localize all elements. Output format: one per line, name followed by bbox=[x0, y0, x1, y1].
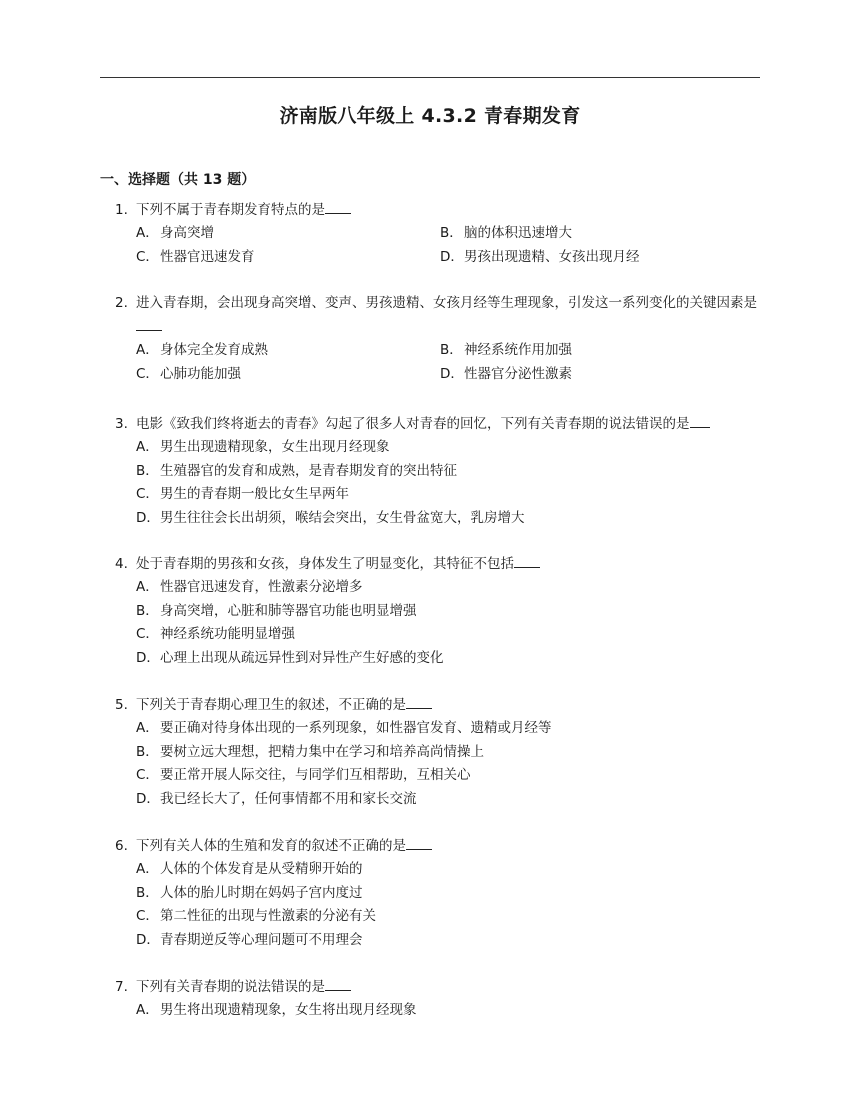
question-number: 5. bbox=[115, 697, 128, 713]
option-c: C． 心肺功能加强 bbox=[136, 365, 241, 382]
option-c: C． 要正常开展人际交往，与同学们互相帮助，互相关心 bbox=[136, 767, 471, 783]
option-b: B． 身高突增，心脏和肺等器官功能也明显增强 bbox=[136, 602, 417, 619]
option-c: C． 男生的青春期一般比女生早两年 bbox=[136, 486, 349, 502]
question-3 bbox=[115, 412, 765, 530]
option-c: C． 性器官迅速发育 bbox=[136, 248, 255, 265]
question-number: 1. bbox=[115, 202, 128, 218]
option-a: A． 性器官迅速发育，性激素分泌增多 bbox=[136, 579, 363, 595]
question-5 bbox=[115, 693, 765, 811]
option-a: A． 身体完全发育成熟 bbox=[136, 342, 268, 358]
question-4 bbox=[115, 552, 765, 670]
question-text: 电影《致我们终将逝去的青春》勾起了很多人对青春的回忆，下列有关青春期的说法错误的是 bbox=[136, 416, 690, 432]
question-number: 3. bbox=[115, 416, 128, 432]
options bbox=[136, 717, 765, 811]
question-stem bbox=[115, 198, 765, 222]
question-text: 下列关于青春期心理卫生的叙述，不正确的是 bbox=[136, 697, 406, 713]
question-number: 4. bbox=[115, 556, 128, 572]
option-a: A． 男生将出现遗精现象，女生将出现月经现象 bbox=[136, 1002, 417, 1018]
question-text: 下列有关人体的生殖和发育的叙述不正确的是 bbox=[136, 838, 406, 854]
options bbox=[136, 222, 765, 269]
question-stem bbox=[115, 291, 765, 339]
answer-blank bbox=[406, 693, 432, 709]
option-a: A． 要正确对待身体出现的一系列现象，如性器官发育、遗精或月经等 bbox=[136, 720, 552, 736]
answer-blank bbox=[325, 198, 351, 214]
answer-blank bbox=[690, 412, 710, 428]
option-c: C． 神经系统功能明显增强 bbox=[136, 626, 295, 642]
question-number: 6. bbox=[115, 838, 128, 854]
section-heading: 一、选择题（共 13 题） bbox=[100, 172, 256, 188]
answer-blank bbox=[325, 975, 351, 991]
question-text: 下列有关青春期的说法错误的是 bbox=[136, 979, 325, 995]
option-a: A． 人体的个体发育是从受精卵开始的 bbox=[136, 861, 363, 877]
question-stem bbox=[115, 552, 765, 576]
question-stem bbox=[115, 975, 765, 999]
document-title: 济南版八年级上 4.3.2 青春期发育 bbox=[279, 105, 581, 127]
question-stem bbox=[115, 412, 765, 436]
question-stem bbox=[115, 693, 765, 717]
option-b: B． 脑的体积迅速增大 bbox=[440, 225, 572, 241]
option-d: D． 我已经长大了，任何事情都不用和家长交流 bbox=[136, 790, 417, 807]
question-text: 进入青春期，会出现身高突增、变声、男孩遗精、女孩月经等生理现象，引发这一系列变化的关键因素是 bbox=[136, 295, 757, 311]
question-6 bbox=[115, 834, 765, 952]
answer-blank bbox=[514, 552, 540, 568]
question-number: 7. bbox=[115, 979, 128, 995]
options bbox=[136, 999, 765, 1023]
option-c: C． 第二性征的出现与性激素的分泌有关 bbox=[136, 908, 376, 924]
options bbox=[136, 858, 765, 952]
answer-blank bbox=[136, 315, 162, 331]
options bbox=[136, 339, 765, 386]
header-rule bbox=[100, 77, 760, 78]
question-text: 处于青春期的男孩和女孩，身体发生了明显变化，其特征不包括 bbox=[136, 556, 514, 572]
option-b: B． 要树立远大理想，把精力集中在学习和培养高尚情操上 bbox=[136, 743, 484, 760]
options bbox=[136, 436, 765, 530]
option-b: B． 人体的胎儿时期在妈妈子宫内度过 bbox=[136, 884, 363, 901]
options bbox=[136, 576, 765, 670]
question-7 bbox=[115, 975, 765, 1023]
option-b: B． 生殖器官的发育和成熟，是青春期发育的突出特征 bbox=[136, 462, 457, 479]
question-number: 2. bbox=[115, 295, 128, 311]
option-d: D． 青春期逆反等心理问题可不用理会 bbox=[136, 931, 363, 948]
option-a: A． 男生出现遗精现象，女生出现月经现象 bbox=[136, 439, 390, 455]
option-d: D． 心理上出现从疏远异性到对异性产生好感的变化 bbox=[136, 649, 444, 666]
question-text: 下列不属于青春期发育特点的是 bbox=[136, 202, 325, 218]
option-d: D． 性器官分泌性激素 bbox=[440, 365, 572, 382]
option-d: D． 男生往往会长出胡须，喉结会突出，女生骨盆宽大，乳房增大 bbox=[136, 509, 525, 526]
question-2 bbox=[115, 291, 765, 386]
option-b: B． 神经系统作用加强 bbox=[440, 342, 572, 358]
option-a: A． 身高突增 bbox=[136, 225, 214, 241]
option-d: D． 男孩出现遗精、女孩出现月经 bbox=[440, 248, 640, 265]
question-stem bbox=[115, 834, 765, 858]
answer-blank bbox=[406, 834, 432, 850]
question-1 bbox=[115, 198, 765, 269]
